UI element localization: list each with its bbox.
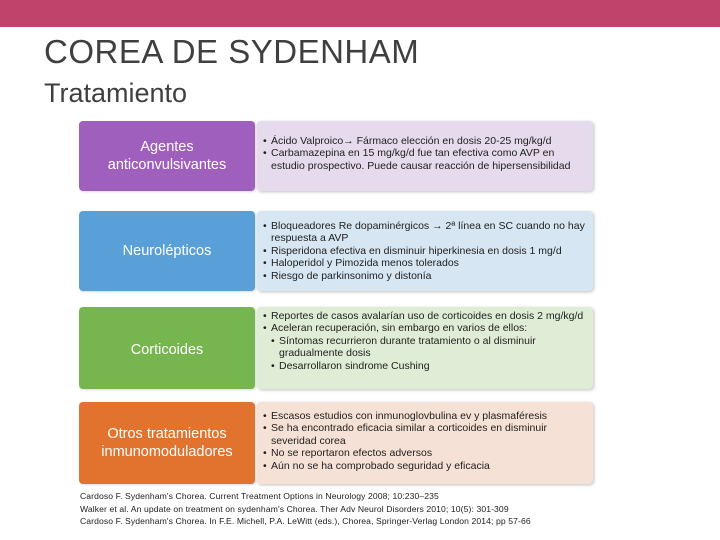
label-box-neurolepticos [79,211,255,291]
bullet-item: • Aún no se ha comprobado seguridad y eficacia [263,459,490,472]
row-neurolepticos [79,211,593,291]
sub-bullet-item: • Desarrollaron sindrome Cushing [271,359,430,372]
row-anticonvulsivantes [79,121,593,191]
bullet-item: • Risperidona efectiva en disminuir hiperkinesia en dosis 1 mg/d [263,244,562,257]
content-box-anticonvulsivantes [257,121,593,191]
content-box-otros [257,402,593,484]
reference-item: Cardoso F. Sydenham's Chorea. In F.E. Michell, P.A. LeWitt (eds.), Chorea, Springer-Verlag London 2014; pp 57-66 [80,516,531,527]
label-corticoides: Corticoides [130,342,204,358]
references [80,490,700,528]
bullet-item: • Aceleran recuperación, sin embargo en varios de ellos: [263,322,528,335]
reference-item: Cardoso F. Sydenham's Chorea. Current Treatment Options in Neurology 2008; 10:230–235 [80,491,439,501]
sub-bullet-item: • Síntomas recurrieron durante tratamiento o al disminuir gradualmente dosis [271,334,536,360]
bullet-item: • Se ha encontrado eficacia similar a corticoides en disminuir severidad corea [263,422,548,447]
label-box-otros [79,402,255,484]
slide-subtitle: Tratamiento [44,78,188,108]
content-box-corticoides [257,307,593,389]
label-box-anticonvulsivantes [79,121,255,191]
bullet-item: • Haloperidol y Pimozida menos tolerados [263,257,459,270]
bullet-item: • Ácido Valproico→ Fármaco elección en dosis 20-25 mg/kg/d [263,135,552,147]
row-corticoides [79,307,593,389]
bullet-item: • Bloqueadores Re dopaminérgicos → 2ª línea en SC cuando no hay respuesta a AVP [263,220,585,245]
label-anticonvulsivantes: Agentes anticonvulsivantes [107,139,227,173]
reference-item: Walker et al. An update on treatment on sydenham's Chorea. Ther Adv Neurol Disorders 2010; 10(5): 301-309 [80,503,509,514]
bullet-item: • Escasos estudios con inmunoglovbulina ev y plasmaféresis [263,410,548,422]
label-otros: Otros tratamientos inmunomoduladores [101,426,233,460]
row-otros-tratamientos [79,402,593,484]
content-box-neurolepticos [257,211,593,291]
label-neurolepticos: Neurolépticos [122,243,212,259]
label-box-corticoides [79,307,255,389]
bullet-item: • Riesgo de parkinsonimo y distonía [263,269,432,282]
bullet-item: • Reportes de casos avalarían uso de corticoides en dosis 2 mg/kg/d [263,310,584,322]
bullet-item: • No se reportaron efectos adversos [263,447,433,460]
slide-title: COREA DE SYDENHAM [44,33,420,70]
top-accent-bar [0,0,720,27]
bullet-item: • Carbamazepina en 15 mg/kg/d fue tan efectiva como AVP en estudio prospectivo. Puede causar reacción de hipersensibilidad [263,147,571,172]
